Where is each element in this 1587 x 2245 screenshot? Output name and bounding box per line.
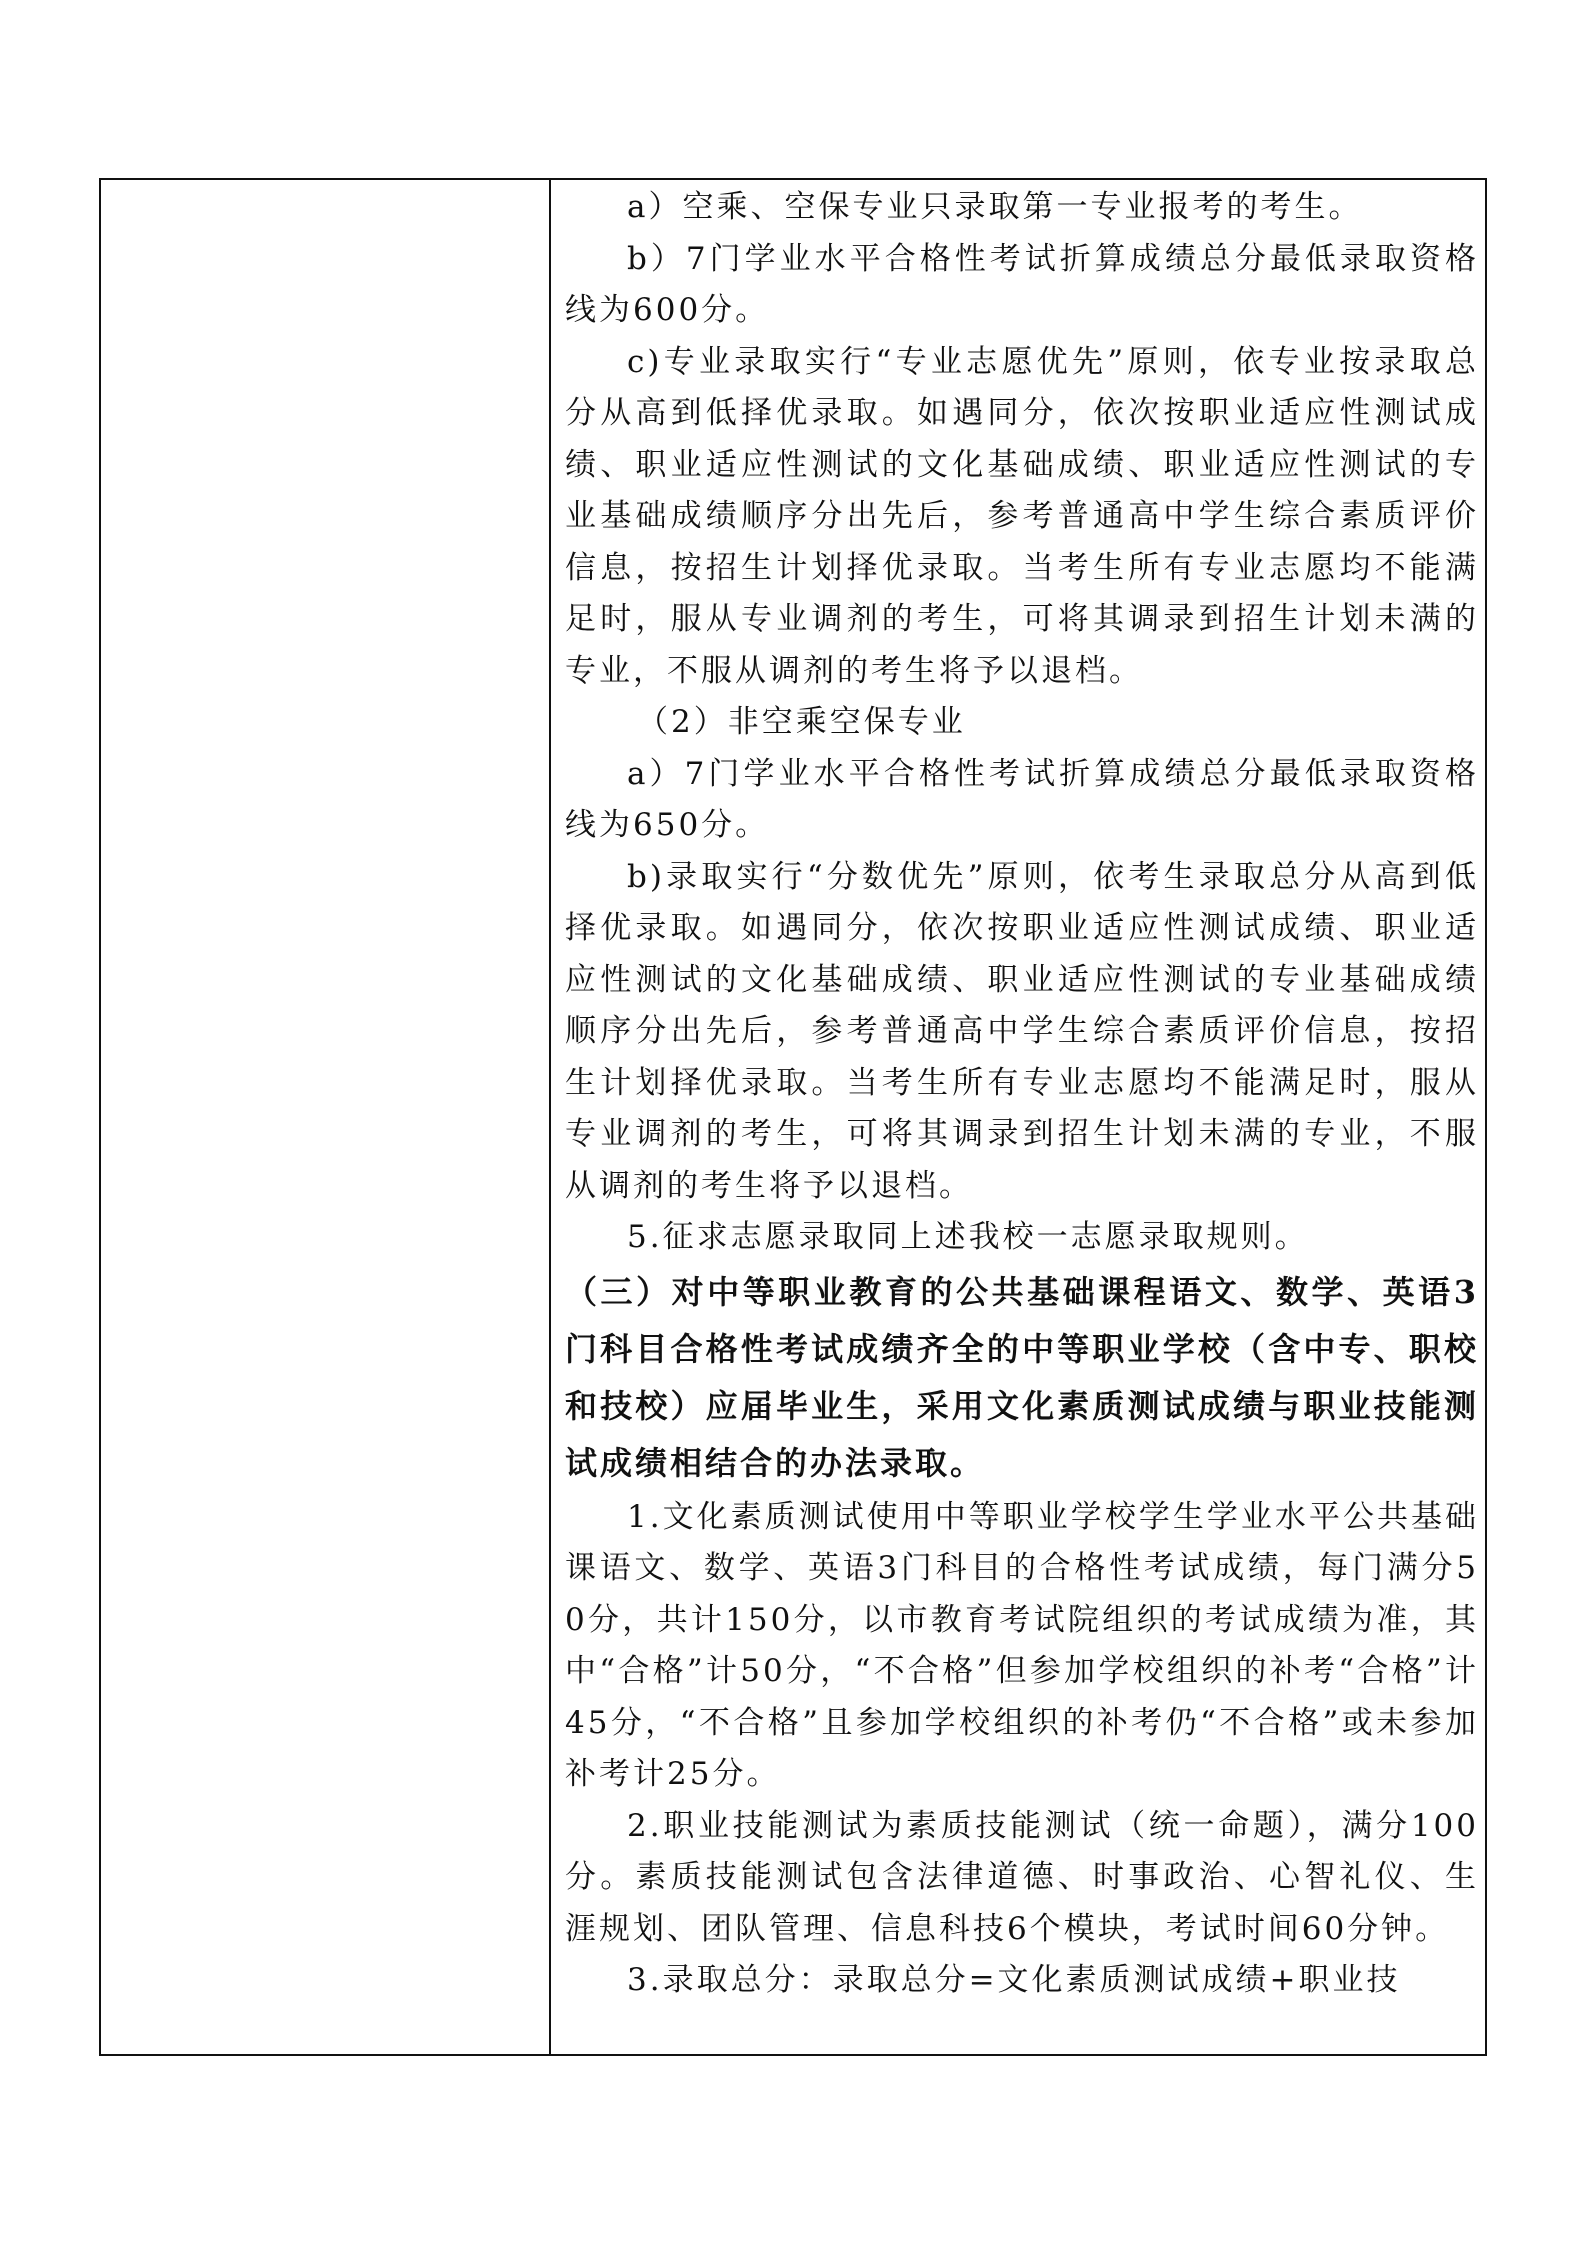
paragraph-a-min-score-650: a）7门学业水平合格性考试折算成绩总分最低录取资格线为650分。 bbox=[565, 755, 1479, 843]
paragraph-b-min-score-600: b）7门学业水平合格性考试折算成绩总分最低录取资格线为600分。 bbox=[565, 240, 1479, 328]
paragraph-total-admission-score: 3.录取总分：录取总分=文化素质测试成绩+职业技 bbox=[627, 1962, 1401, 1998]
paragraph-vocational-skill-test: 2.职业技能测试为素质技能测试（统一命题），满分100分。素质技能测试包含法律道德、时事政治、心智礼仪、生涯规划、团队管理、信息科技6个模块，考试时间60分钟。 bbox=[565, 1807, 1479, 1947]
paragraph-b-score-priority-rule: b)录取实行“分数优先”原则，依考生录取总分从高到低择优录取。如遇同分，依次按职业适应性测试成绩、职业适应性测试的文化基础成绩、职业适应性测试的专业基础成绩顺序分出先后，参考普通高中学生综合素质评价信息，按招生计划择优录取。当考生所有专业志愿均不能满足时，服从专业调剂的考生，可将其调录到招生计划未满的专业，不服从调剂的考生将予以退档。 bbox=[565, 858, 1479, 1204]
paragraph-solicited-volunteer-rule: 5.征求志愿录取同上述我校一志愿录取规则。 bbox=[627, 1219, 1309, 1255]
subheading-non-cabin-majors: （2）非空乘空保专业 bbox=[637, 704, 966, 740]
section-heading-three: （三）对中等职业教育的公共基础课程语文、数学、英语3门科目合格性考试成绩齐全的中等职业学校（含中专、职校和技校）应届毕业生，采用文化素质测试成绩与职业技能测试成绩相结合的办法录取。 bbox=[565, 1272, 1479, 1482]
document-table bbox=[99, 178, 1487, 2056]
paragraph-c-major-priority-rule: c)专业录取实行“专业志愿优先”原则，依专业按录取总分从高到低择优录取。如遇同分，依次按职业适应性测试成绩、职业适应性测试的文化基础成绩、职业适应性测试的专业基础成绩顺序分出先后，参考普通高中学生综合素质评价信息，按招生计划择优录取。当考生所有专业志愿均不能满足时，服从专业调剂的考生，可将其调录到招生计划未满的专业，不服从调剂的考生将予以退档。 bbox=[565, 343, 1479, 689]
paragraph-cultural-quality-test: 1.文化素质测试使用中等职业学校学生学业水平公共基础课语文、数学、英语3门科目的合格性考试成绩，每门满分50分，共计150分，以市教育考试院组织的考试成绩为准，其中“合格”计50分，“不合格”但参加学校组织的补考“合格”计45分，“不合格”且参加学校组织的补考仍“不合格”或未参加补考计25分。 bbox=[565, 1498, 1479, 1792]
paragraph-a-cabin-only-first-choice: a）空乘、空保专业只录取第一专业报考的考生。 bbox=[627, 189, 1363, 225]
table-right-cell bbox=[551, 180, 1485, 2054]
table-left-cell bbox=[101, 180, 551, 2054]
